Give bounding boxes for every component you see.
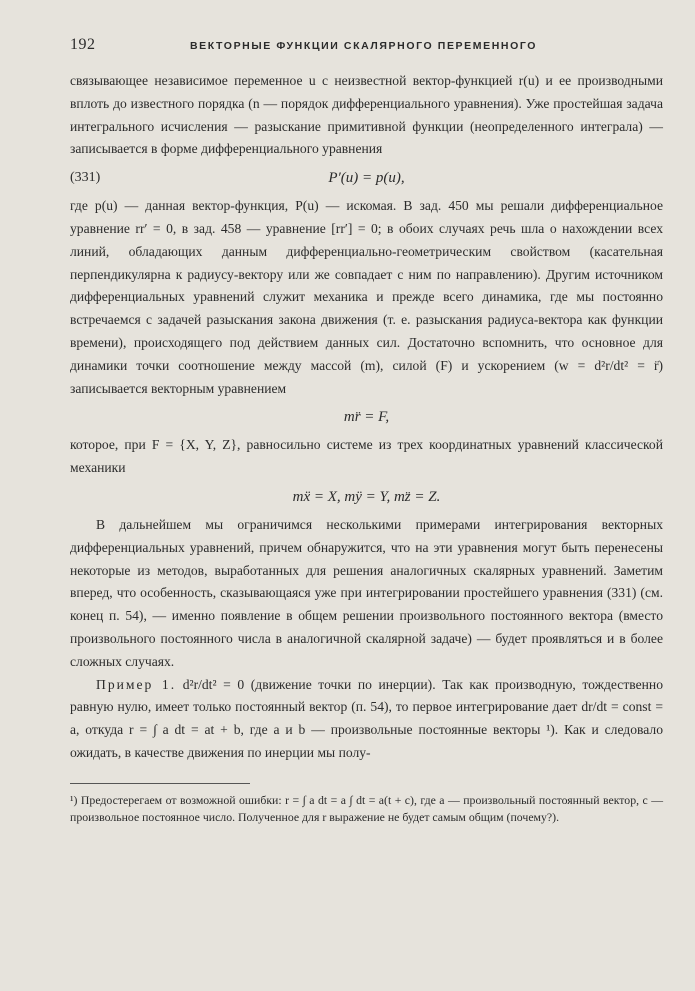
paragraph-3: которое, при F = {X, Y, Z}, равносильно системе из трех координатных уравнений классической механики (70, 437, 663, 476)
equation-coordinates (70, 485, 663, 509)
paragraph-1: связывающее независимое переменное u с неизвестной вектор-функцией r(u) и ее производными вплоть до известного порядка (n — порядок дифференциального уравнения). Уже простейшая задача интегрального исчисления — разыскание примитивной функции (неопределенного интеграла) — записывается в форме дифференциального уравнения (70, 73, 663, 157)
page-body (70, 70, 663, 765)
equation-331 (70, 166, 663, 190)
equation-number: (331) (70, 170, 101, 186)
equation-coordinates-body: mẍ = X, mÿ = Y, mz̈ = Z. (292, 488, 441, 505)
example-label: Пример 1. (96, 676, 177, 692)
footnote-divider (70, 783, 250, 784)
equation-newton (70, 405, 663, 429)
example-1 (70, 674, 663, 765)
paragraph-4: В дальнейшем мы ограничимся несколькими примерами интегрирования векторных дифференциальных уравнений, причем обнаружится, что на эти уравнения могут быть перенесены некоторые из методов, выработанных для решения аналогичных скалярных уравнений. Заметим вперед, что особенность, сказывающаяся уже при интегрировании простейшего уравнения (331) (см. конец п. 54), — именно появление в общем решении произвольного постоянного вектора (вместо произвольного постоянного числа в аналогичной скалярной задаче) — будет проявляться и в более сложных случаях. (70, 516, 663, 669)
page-header (70, 36, 663, 62)
running-title: ВЕКТОРНЫЕ ФУНКЦИИ СКАЛЯРНОГО ПЕРЕМЕННОГО (190, 40, 538, 52)
paragraph-2: где p(u) — данная вектор-функция, P(u) — искомая. В зад. 450 мы решали дифференциальное уравнение rr′ = 0, в зад. 458 — уравнение [rr′] = 0; в обоих случаях речь шла о нахождении всех линий, обладающих данным дифференциально-геометрическим свойством (касательная перпендикулярна к радиусу-вектору или же совпадает с ним по направлению). Другим источником дифференциальных уравнений служит механика и прежде всего динамика, где мы постоянно встречаемся с задачей разыскания закона движения (т. е. разыскания радиуса-вектора как функции времени), происходящего под действием данных сил. Достаточно вспомнить, что основное для динамики точки соотношение между массой (m), силой (F) и ускорением (w = d²r/dt² = r̈) записывается векторным уравнением (70, 198, 663, 396)
equation-331-body: P′(u) = p(u), (328, 170, 405, 187)
footnote: ¹) Предостерегаем от возможной ошибки: r = ∫ a dt = a ∫ dt = a(t + c), где a — произвольный постоянный вектор, c — произвольное постоянное число. Полученное для r выражение не будет самым общим (почему?). (70, 792, 663, 825)
example-text: d²r/dt² = 0 (движение точки по инерции). Так как производную, тождественно равную нулю, имеет только постоянный вектор (п. 54), то первое интегрирование дает dr/dt = const = a, откуда r = ∫ a dt = at + b, где a и b — произвольные постоянные векторы ¹). Как и следовало ожидать, в качестве движения по инерции мы полу- (70, 676, 663, 760)
page-number: 192 (70, 36, 96, 53)
equation-newton-body: mr̈ = F, (343, 409, 390, 426)
